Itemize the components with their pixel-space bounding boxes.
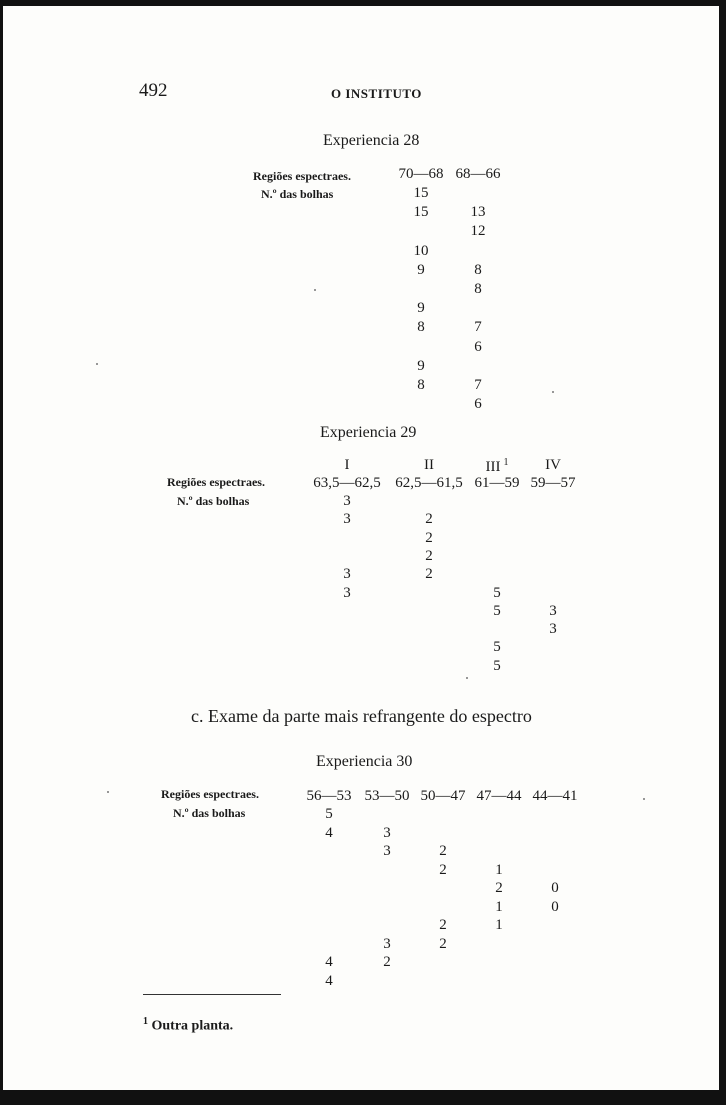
- roman-numeral: I: [344, 457, 350, 473]
- footnote: [143, 1016, 233, 1035]
- scan-speck: [552, 391, 554, 393]
- table-cell: 5: [325, 806, 333, 822]
- table-cell: 2: [439, 917, 447, 933]
- column-header: 50—47: [420, 788, 466, 804]
- table-cell: 15: [413, 185, 429, 201]
- table-cell: 2: [425, 529, 433, 546]
- table-cell: 3: [343, 511, 351, 528]
- column-header: 56—53: [306, 788, 352, 804]
- table-cell: 8: [474, 281, 482, 297]
- experiment-28-title: Experiencia 28: [323, 132, 420, 149]
- footnote-marker: 1: [143, 1016, 148, 1027]
- footnote-reference: 1: [503, 457, 509, 468]
- table-cell: 5: [493, 602, 501, 619]
- exp28-regions-label: Regiões espectraes.: [253, 169, 351, 183]
- column-header: 44—41: [532, 788, 578, 804]
- roman-numeral: II: [424, 457, 434, 473]
- roman-column-number: [399, 457, 459, 474]
- table-cell: 7: [474, 319, 482, 336]
- table-cell: 4: [325, 972, 333, 989]
- column-header: 59—57: [530, 475, 576, 491]
- roman-numeral: IV: [545, 457, 561, 473]
- scan-speck: [643, 798, 645, 800]
- column-header: 53—50: [364, 788, 410, 804]
- scan-speck: [314, 289, 316, 291]
- table-cell: 5: [493, 639, 501, 656]
- roman-column-number: [467, 457, 527, 476]
- scan-speck: [96, 363, 98, 365]
- table-cell: 3: [343, 566, 351, 583]
- table-cell: 8: [474, 261, 482, 278]
- table-cell: 9: [417, 300, 425, 317]
- table-cell: 2: [439, 843, 447, 859]
- roman-column-number: [523, 457, 583, 474]
- table-cell: 3: [383, 843, 391, 859]
- table-cell: 2: [439, 935, 447, 952]
- table-cell: 2: [439, 861, 447, 878]
- scan-speck: [466, 677, 468, 679]
- column-header: 70—68: [398, 166, 444, 182]
- table-cell: 2: [495, 880, 503, 896]
- column-header: 68—66: [455, 166, 501, 182]
- column-header: 63,5—62,5: [313, 475, 381, 491]
- column-header: 61—59: [474, 475, 520, 491]
- table-cell: 10: [413, 242, 429, 259]
- table-cell: 3: [383, 935, 391, 952]
- experiment-29-title: Experiencia 29: [320, 424, 417, 441]
- table-cell: 9: [417, 261, 425, 278]
- table-cell: 3: [343, 493, 351, 509]
- table-cell: 3: [383, 824, 391, 841]
- exp30-bubbles-label: N.º das bolhas: [173, 806, 246, 820]
- scan-speck: [107, 791, 109, 793]
- exp29-bubbles-label: N.º das bolhas: [177, 494, 250, 508]
- table-cell: 9: [417, 357, 425, 374]
- table-cell: 0: [551, 898, 559, 915]
- footnote-rule: [143, 994, 281, 995]
- table-cell: 13: [470, 204, 486, 221]
- table-cell: 3: [343, 584, 351, 601]
- table-cell: 15: [413, 204, 429, 221]
- page-number: 492: [139, 80, 168, 101]
- table-cell: 2: [383, 954, 391, 970]
- table-cell: 3: [549, 621, 557, 638]
- table-cell: 5: [493, 657, 501, 674]
- table-cell: 0: [551, 880, 559, 896]
- table-cell: 2: [425, 566, 433, 583]
- table-cell: 6: [474, 396, 482, 413]
- table-cell: 8: [417, 319, 425, 336]
- table-cell: 5: [493, 584, 501, 601]
- experiment-30-title: Experiencia 30: [316, 753, 413, 770]
- table-cell: 12: [470, 223, 486, 240]
- table-cell: 3: [549, 602, 557, 619]
- table-cell: 1: [495, 898, 503, 915]
- table-cell: 6: [474, 338, 482, 355]
- section-heading: c. Exame da parte mais refrangente do espectro: [191, 706, 532, 726]
- exp30-regions-label: Regiões espectraes.: [161, 787, 259, 801]
- roman-numeral: III: [485, 459, 501, 475]
- running-title: O INSTITUTO: [331, 86, 422, 101]
- column-header: 47—44: [476, 788, 522, 804]
- footnote-text: Outra planta.: [151, 1018, 234, 1034]
- exp28-bubbles-label: N.º das bolhas: [261, 187, 334, 201]
- table-cell: 8: [417, 377, 425, 393]
- table-cell: 7: [474, 377, 482, 393]
- table-cell: 1: [495, 861, 503, 878]
- table-cell: 2: [425, 511, 433, 528]
- roman-column-number: [317, 457, 377, 474]
- table-cell: 1: [495, 917, 503, 933]
- exp29-regions-label: Regiões espectraes.: [167, 475, 265, 489]
- table-cell: 2: [425, 547, 433, 564]
- table-cell: 4: [325, 824, 333, 841]
- book-page: [3, 6, 719, 1090]
- table-cell: 4: [325, 954, 333, 970]
- column-header: 62,5—61,5: [395, 475, 463, 491]
